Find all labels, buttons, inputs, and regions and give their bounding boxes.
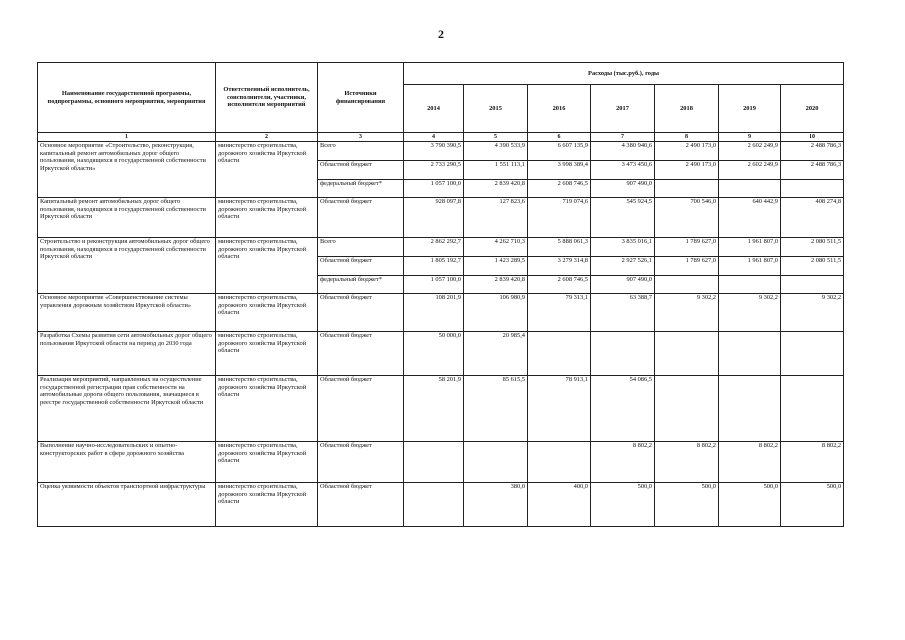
value-cell: 1 551 113,1 bbox=[464, 161, 528, 180]
value-cell: 3 835 016,1 bbox=[591, 238, 655, 257]
header-executor: Ответственный исполнитель, соисполнители, участники, исполнители мероприятий bbox=[216, 63, 318, 133]
value-cell: 4 390 533,9 bbox=[464, 142, 528, 161]
value-cell bbox=[404, 442, 464, 483]
value-cell: 58 201,9 bbox=[404, 376, 464, 442]
value-cell: 2 080 511,5 bbox=[781, 257, 844, 276]
table-row bbox=[38, 332, 844, 376]
value-cell: 500,0 bbox=[719, 483, 781, 527]
value-cell: 2 602 249,9 bbox=[719, 142, 781, 161]
value-cell: 8 802,2 bbox=[591, 442, 655, 483]
header-source: Источники финансирования bbox=[318, 63, 404, 133]
value-cell bbox=[464, 442, 528, 483]
value-cell: 127 823,6 bbox=[464, 198, 528, 238]
value-cell: 408 274,8 bbox=[781, 198, 844, 238]
value-cell: 106 980,9 bbox=[464, 294, 528, 332]
page-number: 2 bbox=[438, 27, 444, 41]
value-cell bbox=[719, 332, 781, 376]
value-cell: 4 262 710,3 bbox=[464, 238, 528, 257]
table-row bbox=[38, 442, 844, 483]
activity-executor: министерство строительства, дорожного хозяйства Иркутской области bbox=[216, 142, 318, 198]
value-cell bbox=[591, 332, 655, 376]
column-index: 9 bbox=[719, 133, 781, 142]
funding-source: Областной бюджет bbox=[318, 442, 404, 483]
activity-name: Строительство и реконструкция автомобильных дорог общего пользования, находящихся в государственной собственности Иркутской области bbox=[38, 238, 216, 294]
column-index: 4 bbox=[404, 133, 464, 142]
value-cell bbox=[719, 180, 781, 198]
value-cell: 9 302,2 bbox=[655, 294, 719, 332]
activity-name: Основное мероприятие «Совершенствование системы управления дорожным хозяйством Иркутской области» bbox=[38, 294, 216, 332]
value-cell: 54 086,5 bbox=[591, 376, 655, 442]
activity-name: Основное мероприятие «Строительство, реконструкция, капитальный ремонт автомобильных дорог общего пользования, находящихся в государственной собственности Иркутской области» bbox=[38, 142, 216, 198]
value-cell bbox=[781, 376, 844, 442]
value-cell: 5 888 061,3 bbox=[528, 238, 591, 257]
value-cell: 1 057 100,0 bbox=[404, 180, 464, 198]
value-cell: 3 790 390,5 bbox=[404, 142, 464, 161]
value-cell: 500,0 bbox=[591, 483, 655, 527]
value-cell: 3 279 314,8 bbox=[528, 257, 591, 276]
value-cell: 6 607 135,9 bbox=[528, 142, 591, 161]
column-index: 10 bbox=[781, 133, 844, 142]
value-cell: 2 488 786,3 bbox=[781, 142, 844, 161]
value-cell: 2 602 249,9 bbox=[719, 161, 781, 180]
value-cell: 78 913,1 bbox=[528, 376, 591, 442]
value-cell: 1 423 289,5 bbox=[464, 257, 528, 276]
value-cell bbox=[781, 276, 844, 294]
value-cell: 907 490,0 bbox=[591, 276, 655, 294]
value-cell: 907 490,0 bbox=[591, 180, 655, 198]
value-cell: 2 488 786,3 bbox=[781, 161, 844, 180]
value-cell: 719 074,6 bbox=[528, 198, 591, 238]
activity-name: Реализация мероприятий, направленных на осуществление государственной регистрации прав собственности на автомобильные дороги общего пользования, значащиеся в реестре государственной собственности Иркутской области bbox=[38, 376, 216, 442]
value-cell: 1 805 192,7 bbox=[404, 257, 464, 276]
activity-executor: министерство строительства, дорожного хозяйства Иркутской области bbox=[216, 238, 318, 294]
value-cell bbox=[655, 276, 719, 294]
value-cell bbox=[528, 332, 591, 376]
header-year: 2015 bbox=[464, 85, 528, 133]
value-cell bbox=[719, 376, 781, 442]
value-cell bbox=[528, 442, 591, 483]
value-cell: 8 802,2 bbox=[781, 442, 844, 483]
value-cell: 2 608 746,5 bbox=[528, 180, 591, 198]
value-cell: 1 961 807,0 bbox=[719, 257, 781, 276]
header-year: 2019 bbox=[719, 85, 781, 133]
activity-executor: министерство строительства, дорожного хозяйства Иркутской области bbox=[216, 376, 318, 442]
value-cell bbox=[655, 332, 719, 376]
table-row bbox=[38, 142, 844, 161]
value-cell: 2 839 420,8 bbox=[464, 276, 528, 294]
value-cell: 2 927 526,1 bbox=[591, 257, 655, 276]
funding-source: федеральный бюджет* bbox=[318, 180, 404, 198]
activity-name: Капитальный ремонт автомобильных дорог общего пользования, находящихся в государственной собственности Иркутской области bbox=[38, 198, 216, 238]
column-index: 3 bbox=[318, 133, 404, 142]
value-cell: 79 313,1 bbox=[528, 294, 591, 332]
header-year: 2018 bbox=[655, 85, 719, 133]
value-cell: 1 961 807,0 bbox=[719, 238, 781, 257]
activity-executor: министерство строительства, дорожного хозяйства Иркутской области bbox=[216, 332, 318, 376]
value-cell: 545 924,5 bbox=[591, 198, 655, 238]
value-cell: 2 862 292,7 bbox=[404, 238, 464, 257]
value-cell bbox=[781, 180, 844, 198]
value-cell: 3 998 389,4 bbox=[528, 161, 591, 180]
header-year: 2016 bbox=[528, 85, 591, 133]
activity-name: Выполнение научно-исследовательских и опытно-конструкторских работ в сфере дорожного хозяйства bbox=[38, 442, 216, 483]
value-cell: 1 789 627,0 bbox=[655, 257, 719, 276]
value-cell bbox=[655, 180, 719, 198]
value-cell: 4 380 940,6 bbox=[591, 142, 655, 161]
header-expenses: Расходы (тыс.руб.), годы bbox=[404, 63, 844, 85]
value-cell: 2 080 511,5 bbox=[781, 238, 844, 257]
header-year: 2014 bbox=[404, 85, 464, 133]
value-cell: 700 546,0 bbox=[655, 198, 719, 238]
funding-source: Областной бюджет bbox=[318, 483, 404, 527]
value-cell: 2 839 420,8 bbox=[464, 180, 528, 198]
value-cell: 8 802,2 bbox=[655, 442, 719, 483]
activity-name: Разработка Схемы развития сети автомобильных дорог общего пользования Иркутской области на период до 2030 года bbox=[38, 332, 216, 376]
value-cell: 2 733 290,5 bbox=[404, 161, 464, 180]
table-row bbox=[38, 294, 844, 332]
activity-executor: министерство строительства, дорожного хозяйства Иркутской области bbox=[216, 294, 318, 332]
funding-source: Всего bbox=[318, 142, 404, 161]
column-index: 6 bbox=[528, 133, 591, 142]
value-cell: 1 057 100,0 bbox=[404, 276, 464, 294]
column-index: 5 bbox=[464, 133, 528, 142]
value-cell: 928 097,8 bbox=[404, 198, 464, 238]
funding-source: федеральный бюджет* bbox=[318, 276, 404, 294]
value-cell: 3 473 450,6 bbox=[591, 161, 655, 180]
value-cell: 400,0 bbox=[528, 483, 591, 527]
value-cell: 2 490 173,0 bbox=[655, 142, 719, 161]
funding-source: Областной бюджет bbox=[318, 294, 404, 332]
column-index: 7 bbox=[591, 133, 655, 142]
activity-executor: министерство строительства, дорожного хозяйства Иркутской области bbox=[216, 198, 318, 238]
funding-source: Областной бюджет bbox=[318, 198, 404, 238]
value-cell: 9 302,2 bbox=[781, 294, 844, 332]
value-cell: 640 442,9 bbox=[719, 198, 781, 238]
value-cell: 50 000,0 bbox=[404, 332, 464, 376]
column-index: 2 bbox=[216, 133, 318, 142]
header-name: Наименование государственной программы, подпрограммы, основного мероприятия, мероприятия bbox=[38, 63, 216, 133]
value-cell: 8 802,2 bbox=[719, 442, 781, 483]
value-cell bbox=[781, 332, 844, 376]
funding-source: Областной бюджет bbox=[318, 332, 404, 376]
value-cell: 500,0 bbox=[655, 483, 719, 527]
value-cell: 2 490 173,0 bbox=[655, 161, 719, 180]
funding-source: Областной бюджет bbox=[318, 161, 404, 180]
table-row bbox=[38, 238, 844, 257]
value-cell: 2 608 746,5 bbox=[528, 276, 591, 294]
value-cell: 1 789 627,0 bbox=[655, 238, 719, 257]
column-index: 1 bbox=[38, 133, 216, 142]
value-cell: 380,0 bbox=[464, 483, 528, 527]
activity-executor: министерство строительства, дорожного хозяйства Иркутской области bbox=[216, 483, 318, 527]
funding-source: Областной бюджет bbox=[318, 257, 404, 276]
header-year: 2017 bbox=[591, 85, 655, 133]
value-cell bbox=[719, 276, 781, 294]
value-cell bbox=[404, 483, 464, 527]
funding-source: Областной бюджет bbox=[318, 376, 404, 442]
activity-executor: министерство строительства, дорожного хозяйства Иркутской области bbox=[216, 442, 318, 483]
value-cell: 63 388,7 bbox=[591, 294, 655, 332]
column-index: 8 bbox=[655, 133, 719, 142]
funding-source: Всего bbox=[318, 238, 404, 257]
activity-name: Оценка уязвимости объектов транспортной инфраструктуры bbox=[38, 483, 216, 527]
table-row bbox=[38, 483, 844, 527]
header-year: 2020 bbox=[781, 85, 844, 133]
table-row bbox=[38, 376, 844, 442]
budget-table bbox=[37, 62, 844, 527]
value-cell: 85 615,5 bbox=[464, 376, 528, 442]
value-cell: 500,0 bbox=[781, 483, 844, 527]
value-cell: 9 302,2 bbox=[719, 294, 781, 332]
value-cell bbox=[655, 376, 719, 442]
table-row bbox=[38, 198, 844, 238]
value-cell: 108 201,9 bbox=[404, 294, 464, 332]
value-cell: 20 985,4 bbox=[464, 332, 528, 376]
